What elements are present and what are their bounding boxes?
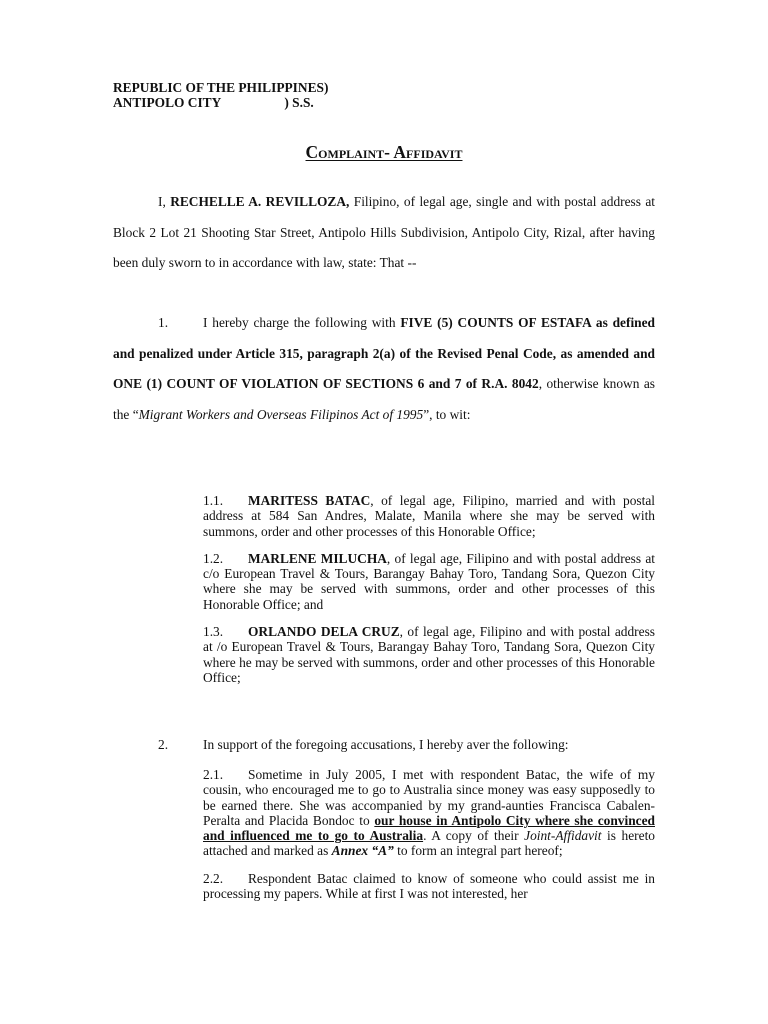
text-run: Migrant Workers and Overseas Filipinos Act of 1995 (138, 406, 424, 422)
respondent-text (203, 624, 655, 685)
respondents-list (203, 493, 655, 697)
text-run: , otherwise known as the “ (113, 376, 655, 422)
charge-number: 1. (158, 315, 169, 330)
venue-city-line: ANTIPOLO CITY ) S.S. (113, 95, 314, 110)
text-run: Annex “A” (331, 843, 394, 859)
respondent-item (203, 624, 655, 685)
support-item-text (203, 871, 655, 901)
respondent-text (203, 551, 655, 612)
support-number: 2. (158, 737, 169, 752)
text-run: MARITESS BATAC (248, 493, 371, 508)
respondent-item (203, 551, 655, 612)
text-run: Filipino, of legal age, single and with postal address at Block 2 Lot 21 Shooting Star Street, Antipolo Hills Subdivision, Antipolo City, Rizal, after having been duly sworn to in accordance with law, state: That -- (113, 194, 656, 270)
text-run: I hereby charge the following with (203, 315, 401, 330)
text-run: ”, to wit: (423, 406, 471, 422)
support-heading (158, 737, 655, 753)
support-items-list (203, 767, 655, 913)
support-item (203, 871, 655, 902)
text-run: , of legal age, Filipino, married and with postal address at 584 San Andres, Malate, Manila where she may be served with summons, order and other processes of this Honorable Office; (203, 493, 655, 539)
respondent-number: 1.2. (203, 550, 224, 566)
support-item-text (203, 767, 655, 858)
text-run: , of legal age, Filipino and with postal address at /o European Travel & Tours, Barangay Bahay Toro, Tandang Sora, Quezon City where he may be served with summons, order and other processes of this Honorable Office; (203, 624, 656, 685)
text-run: , of legal age, Filipino and with postal address at c/o European Travel & Tours, Barangay Bahay Toro, Tandang Sora, Quezon City where she may be served with summons, order and other processes of this Honorable Office; and (203, 550, 655, 612)
text-run: is hereto attached and marked as (203, 828, 655, 859)
respondent-item (203, 493, 655, 539)
text-run: . A copy of their (423, 828, 525, 844)
charge-paragraph (113, 308, 655, 430)
text-run: to form an integral part hereof; (393, 843, 563, 859)
text-run: ORLANDO DELA CRUZ (248, 624, 400, 640)
text-run: RECHELLE A. REVILLOZA, (170, 194, 350, 209)
support-item (203, 767, 655, 859)
venue-block (113, 80, 328, 110)
venue-republic-line: REPUBLIC OF THE PHILIPPINES) (113, 80, 329, 95)
intro-paragraph (113, 187, 655, 279)
text-run: Respondent Batac claimed to know of someone who could assist me in processing my papers. While at first I was not interested, her (203, 870, 655, 902)
support-text: In support of the foregoing accusations, I hereby aver the following: (203, 737, 569, 752)
respondent-number: 1.3. (203, 624, 224, 640)
text-run: I, (158, 194, 171, 209)
text-run: our house in Antipolo City where she convinced and influenced me to go to Australia (203, 812, 655, 844)
document-title: Complaint- Affidavit (305, 142, 463, 162)
text-run: Sometime in July 2005, I met with respondent Batac, the wife of my cousin, who encouraged me to go to Australia since money was easy supposedly to be earned there. She was accompanied by my grand-aunties Francisca Cabalen-Peralta and Placida Bondoc to (203, 767, 655, 828)
text-run: MARLENE MILUCHA (248, 550, 387, 566)
text-run: FIVE (5) COUNTS OF ESTAFA as defined and penalized under Article 315, paragraph 2(a) of the Revised Penal Code, as amended and ONE (1) COUNT OF VIOLATION OF SECTIONS 6 and 7 of R.A. 8042 (113, 315, 656, 391)
respondent-text (203, 493, 655, 539)
support-item-number: 2.1. (203, 767, 224, 782)
support-item-number: 2.2. (203, 870, 224, 886)
respondent-number: 1.1. (203, 493, 224, 508)
text-run: Joint-Affidavit (524, 828, 602, 844)
